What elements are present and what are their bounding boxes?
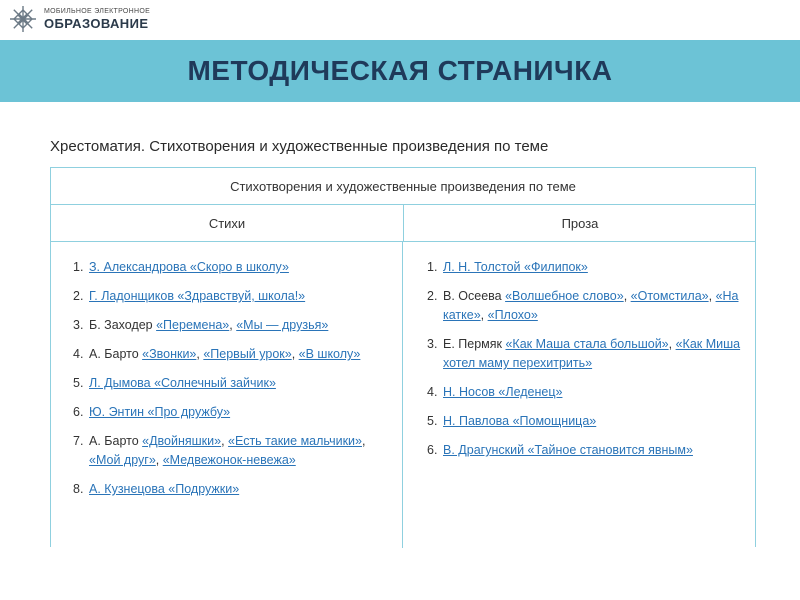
author-text: , bbox=[480, 308, 488, 322]
logo-line-2: ОБРАЗОВАНИЕ bbox=[44, 16, 149, 31]
work-link[interactable]: «На катке» bbox=[443, 289, 739, 322]
author-text: , bbox=[221, 434, 229, 448]
work-link[interactable]: «Плохо» bbox=[487, 308, 538, 322]
prose-column bbox=[403, 242, 755, 548]
list-number: 1. bbox=[73, 260, 84, 274]
work-link[interactable]: «Звонки» bbox=[142, 347, 197, 361]
work-link[interactable]: А. Кузнецова «Подружки» bbox=[89, 482, 240, 496]
work-link[interactable]: «Медвежонок-невежа» bbox=[162, 453, 296, 467]
poem-item bbox=[73, 432, 394, 470]
list-number: 5. bbox=[73, 376, 84, 390]
list-text bbox=[443, 258, 749, 277]
author-text: , bbox=[361, 434, 366, 448]
list-text bbox=[443, 441, 749, 460]
list-text bbox=[443, 383, 749, 402]
table-header: Стихотворения и художественные произведения по теме bbox=[51, 168, 755, 205]
prose-item bbox=[427, 441, 749, 460]
list-text bbox=[89, 287, 394, 306]
logo[interactable] bbox=[8, 4, 150, 34]
work-link[interactable]: «Мы — друзья» bbox=[236, 318, 329, 332]
list-number: 7. bbox=[73, 434, 84, 448]
author-text: , bbox=[196, 347, 204, 361]
prose-item bbox=[427, 258, 749, 277]
poem-item bbox=[73, 287, 394, 306]
author-text: , bbox=[623, 289, 631, 303]
poems-column bbox=[51, 242, 403, 548]
poem-item bbox=[73, 374, 394, 393]
list-number: 1. bbox=[427, 260, 438, 274]
work-link[interactable]: «Мой друг» bbox=[89, 453, 156, 467]
column-header-prose: Проза bbox=[561, 215, 599, 231]
list-text bbox=[89, 432, 394, 470]
list-text bbox=[89, 403, 394, 422]
list-number: 4. bbox=[427, 385, 438, 399]
list-text bbox=[443, 335, 749, 373]
works-table bbox=[50, 167, 756, 547]
poem-item bbox=[73, 403, 394, 422]
list-number: 4. bbox=[73, 347, 84, 361]
list-text bbox=[443, 287, 749, 325]
work-link[interactable]: «В школу» bbox=[298, 347, 361, 361]
header-bar bbox=[0, 0, 800, 40]
title-banner bbox=[0, 40, 800, 102]
list-text bbox=[443, 412, 749, 431]
author-text: А. Барто bbox=[89, 347, 143, 361]
list-text bbox=[89, 345, 394, 364]
prose-item bbox=[427, 412, 749, 431]
work-link[interactable]: «Волшебное слово» bbox=[505, 289, 624, 303]
prose-item bbox=[427, 383, 749, 402]
poems-list bbox=[73, 258, 394, 499]
poem-item bbox=[73, 316, 394, 335]
list-number: 8. bbox=[73, 482, 84, 496]
poem-item bbox=[73, 480, 394, 499]
author-text: , bbox=[155, 453, 163, 467]
author-text: , bbox=[291, 347, 299, 361]
list-number: 2. bbox=[427, 289, 438, 303]
author-text: Е. Пермяк bbox=[443, 337, 506, 351]
list-number: 5. bbox=[427, 414, 438, 428]
work-link[interactable]: В. Драгунский «Тайное становится явным» bbox=[443, 443, 693, 457]
author-text: , bbox=[708, 289, 716, 303]
column-header-poems: Стихи bbox=[51, 205, 404, 241]
author-text: , bbox=[668, 337, 676, 351]
work-link[interactable]: «Первый урок» bbox=[203, 347, 292, 361]
list-number: 6. bbox=[427, 443, 438, 457]
list-text bbox=[89, 374, 394, 393]
author-text: Б. Заходер bbox=[89, 318, 157, 332]
list-text bbox=[89, 316, 394, 335]
list-number: 3. bbox=[73, 318, 84, 332]
work-link[interactable]: Н. Носов «Леденец» bbox=[443, 385, 563, 399]
list-number: 3. bbox=[427, 337, 438, 351]
work-link[interactable]: З. Александрова «Скоро в школу» bbox=[89, 260, 289, 274]
logo-line-1: МОБИЛЬНОЕ ЭЛЕКТРОННОЕ bbox=[44, 8, 151, 15]
prose-item bbox=[427, 335, 749, 373]
prose-item bbox=[427, 287, 749, 325]
work-link[interactable]: «Отомстила» bbox=[630, 289, 709, 303]
poem-item bbox=[73, 258, 394, 277]
list-text bbox=[89, 480, 394, 499]
work-link[interactable]: Л. Дымова «Солнечный зайчик» bbox=[89, 376, 276, 390]
poem-item bbox=[73, 345, 394, 364]
work-link[interactable]: «Перемена» bbox=[156, 318, 230, 332]
work-link[interactable]: Г. Ладонщиков «Здравствуй, школа!» bbox=[89, 289, 306, 303]
work-link[interactable]: Н. Павлова «Помощница» bbox=[443, 414, 597, 428]
work-link[interactable]: «Двойняшки» bbox=[142, 434, 222, 448]
work-link[interactable]: Ю. Энтин «Про дружбу» bbox=[89, 405, 231, 419]
work-link[interactable]: «Как Маша стала большой» bbox=[505, 337, 669, 351]
work-link[interactable]: «Есть такие мальчики» bbox=[228, 434, 362, 448]
work-link[interactable]: «Как Миша хотел маму перехитрить» bbox=[443, 337, 741, 370]
section-subtitle: Хрестоматия. Стихотворения и художественные произведения по теме bbox=[50, 138, 549, 155]
work-link[interactable]: Л. Н. Толстой «Филипок» bbox=[443, 260, 588, 274]
author-text: , bbox=[229, 318, 237, 332]
list-number: 6. bbox=[73, 405, 84, 419]
prose-list bbox=[427, 258, 749, 460]
author-text: В. Осеева bbox=[443, 289, 506, 303]
page-title: МЕТОДИЧЕСКАЯ СТРАНИЧКА bbox=[187, 55, 613, 86]
list-text bbox=[89, 258, 394, 277]
list-number: 2. bbox=[73, 289, 84, 303]
logo-star-icon bbox=[8, 4, 38, 34]
author-text: А. Барто bbox=[89, 434, 143, 448]
